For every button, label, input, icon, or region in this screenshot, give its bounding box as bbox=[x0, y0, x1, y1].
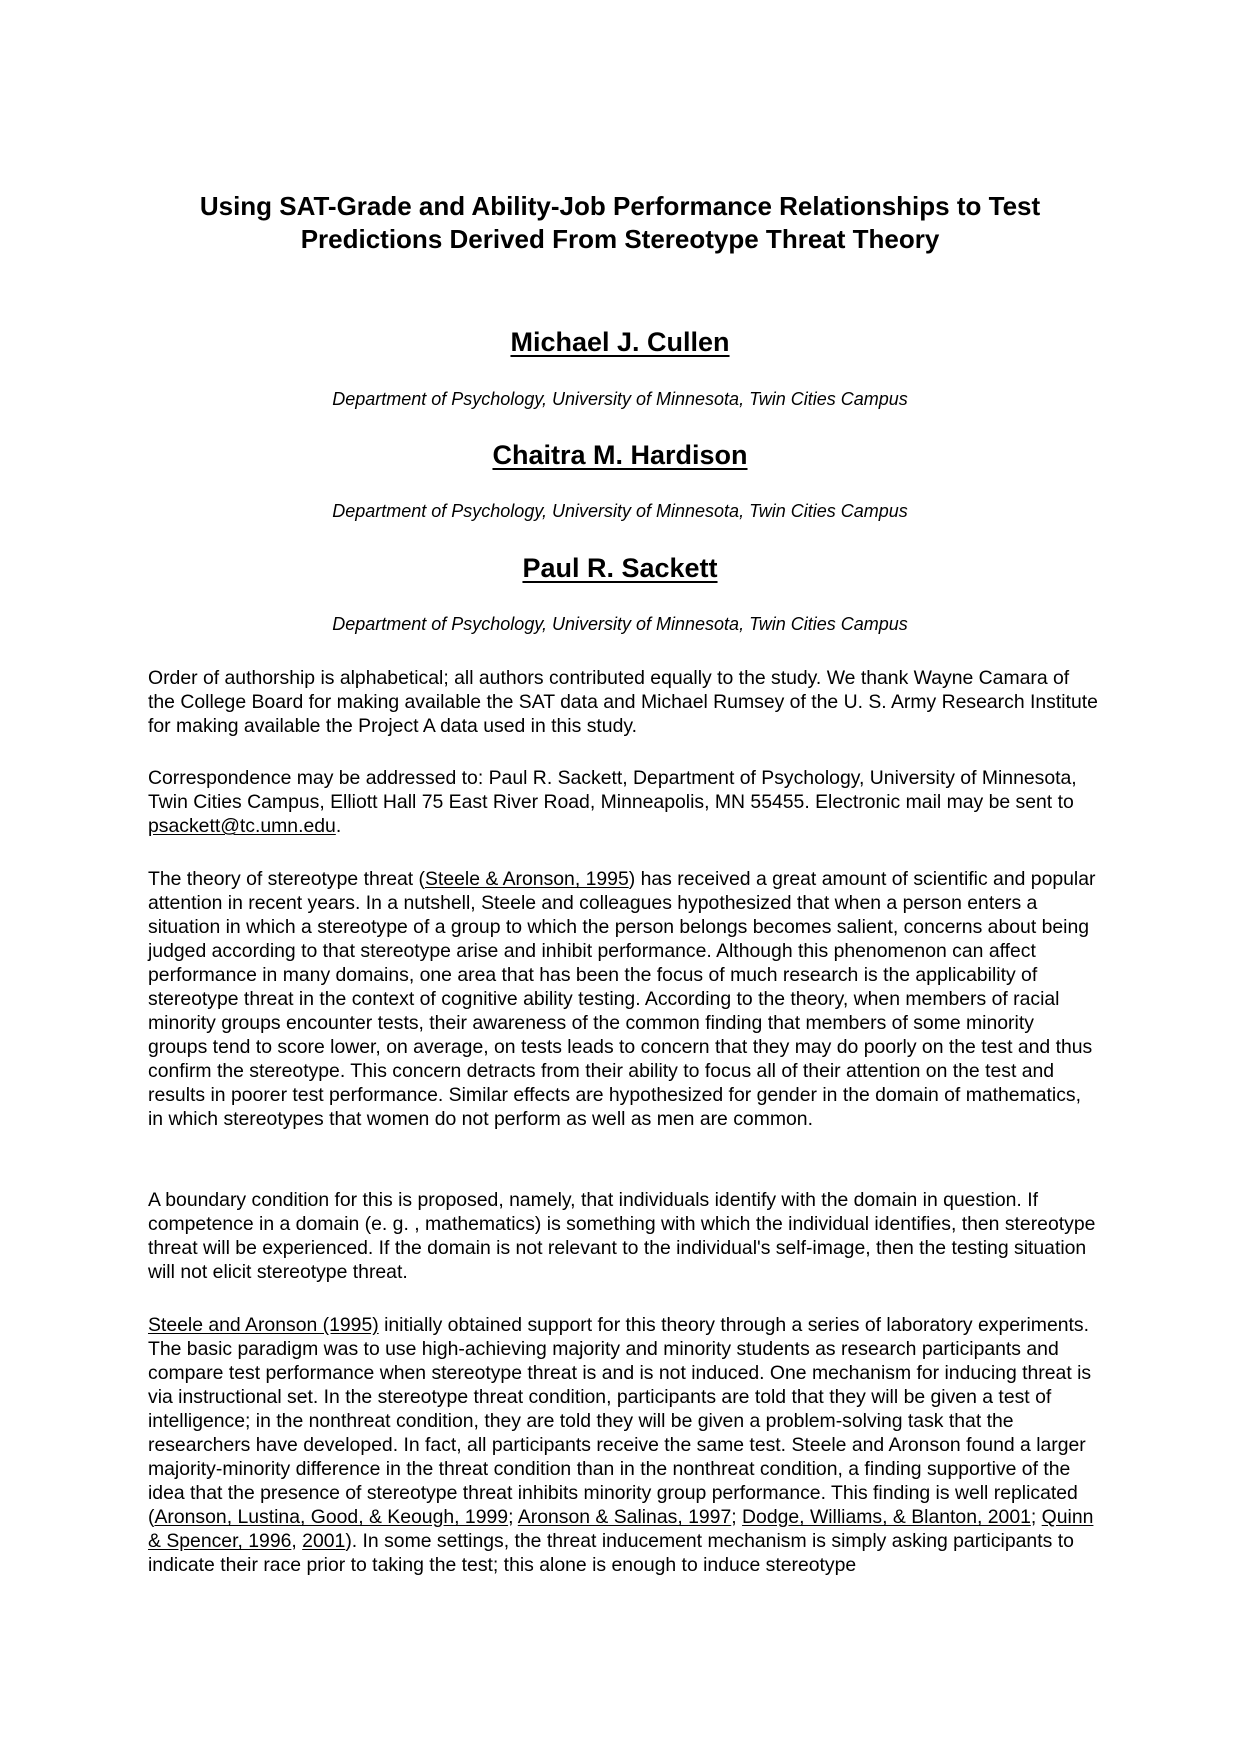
author-name: Michael J. Cullen bbox=[510, 327, 730, 357]
author-1 bbox=[140, 326, 1100, 358]
author-note: Order of authorship is alphabetical; all authors contributed equally to the study. We thank Wayne Camara of the College Board for making available the SAT data and Michael Rumsey of the U. S. Army Research Institute for making available the Project A data used in this study. bbox=[148, 667, 1098, 737]
citation-link[interactable]: Steele & Aronson, 1995 bbox=[425, 868, 629, 890]
citation-link[interactable]: Steele and Aronson (1995) bbox=[148, 1314, 379, 1336]
author-affiliation: Department of Psychology, University of Minnesota, Twin Cities Campus bbox=[332, 389, 908, 409]
title-line-2: Predictions Derived From Stereotype Threat Theory bbox=[300, 224, 940, 254]
body-paragraph-2: A boundary condition for this is proposed, namely, that individuals identify with the domain in question. If competence in a domain (e. g. , mathematics) is something with which the individual identifies, then stereotype threat will be experienced. If the domain is not relevant to the individual's self-image, then the testing situation will not elicit stereotype threat. bbox=[148, 1189, 1096, 1283]
citation-link[interactable]: Aronson, Lustina, Good, & Keough, 1999 bbox=[154, 1506, 509, 1528]
author-affiliation: Department of Psychology, University of Minnesota, Twin Cities Campus bbox=[332, 501, 908, 521]
body-paragraph-1: The theory of stereotype threat (Steele & Aronson, 1995) has received a great amount of scientific and popular attention in recent years. In a nutshell, Steele and colleagues hypothesized that when a person enters a situation in which a stereotype of a group to which the person belongs becomes salient, concerns about being judged according to that stereotype arise and inhibit performance. Although this phenomenon can affect performance in many domains, one area that has been the focus of much research is the applicability of stereotype threat in the context of cognitive ability testing. According to the theory, when members of racial minority groups encounter tests, their awareness of the common finding that members of some minority groups tend to score lower, on average, on tests leads to concern that they may do poorly on the test and thus confirm the stereotype. This concern detracts from their ability to focus all of their attention on the test and results in poorer test performance. Similar effects are hypothesized for gender in the domain of mathematics, in which stereotypes that women do not perform as well as men are common. bbox=[148, 868, 1096, 1130]
author-name: Paul R. Sackett bbox=[522, 553, 718, 583]
citation-link[interactable]: 2001 bbox=[302, 1530, 346, 1552]
citation-link[interactable]: Aronson & Salinas, 1997 bbox=[517, 1506, 732, 1528]
paper-title bbox=[140, 190, 1100, 256]
author-name: Chaitra M. Hardison bbox=[492, 440, 748, 470]
citation-link[interactable]: Quinn & Spencer, 1996 bbox=[148, 1506, 1094, 1552]
author-3 bbox=[140, 552, 1100, 584]
title-line-1: Using SAT-Grade and Ability-Job Performance Relationships to Test bbox=[199, 191, 1041, 221]
email-link[interactable]: psackett@tc.umn.edu bbox=[148, 815, 336, 837]
correspondence-note: Correspondence may be addressed to: Paul R. Sackett, Department of Psychology, University of Minnesota, Twin Cities Campus, Elliott Hall 75 East River Road, Minneapolis, MN 55455. Electronic mail may be sent to psackett@tc.umn.edu. bbox=[148, 767, 1077, 837]
author-2 bbox=[140, 439, 1100, 471]
body-paragraph-3: Steele and Aronson (1995) initially obtained support for this theory through a series of laboratory experiments. The basic paradigm was to use high-achieving majority and minority students as research participants and compare test performance when stereotype threat is and is not induced. One mechanism for inducing threat is via instructional set. In the stereotype threat condition, participants are told that they will be given a test of intelligence; in the nonthreat condition, they are told they will be given a problem-solving task that the researchers have developed. In fact, all participants receive the same test. Steele and Aronson found a larger majority-minority difference in the threat condition than in the nonthreat condition, a finding supportive of the idea that the presence of stereotype threat inhibits minority group performance. This finding is well replicated (Aronson, Lustina, Good, & Keough, 1999; Aronson & Salinas, 1997; Dodge, Williams, & Blanton, 2001; Quinn & Spencer, 1996, 2001). In some settings, the threat inducement mechanism is simply asking participants to indicate their race prior to taking the test; this alone is enough to induce stereotype bbox=[148, 1314, 1094, 1576]
correspondence-text: Correspondence may be addressed to: Paul R. Sackett, Department of Psychology, University of Minnesota, Twin Cities Campus, Elliott Hall 75 East River Road, Minneapolis, MN 55455. Electronic mail may be sent to bbox=[148, 767, 1077, 813]
citation-link[interactable]: Dodge, Williams, & Blanton, 2001 bbox=[742, 1506, 1031, 1528]
author-affiliation: Department of Psychology, University of Minnesota, Twin Cities Campus bbox=[332, 614, 908, 634]
